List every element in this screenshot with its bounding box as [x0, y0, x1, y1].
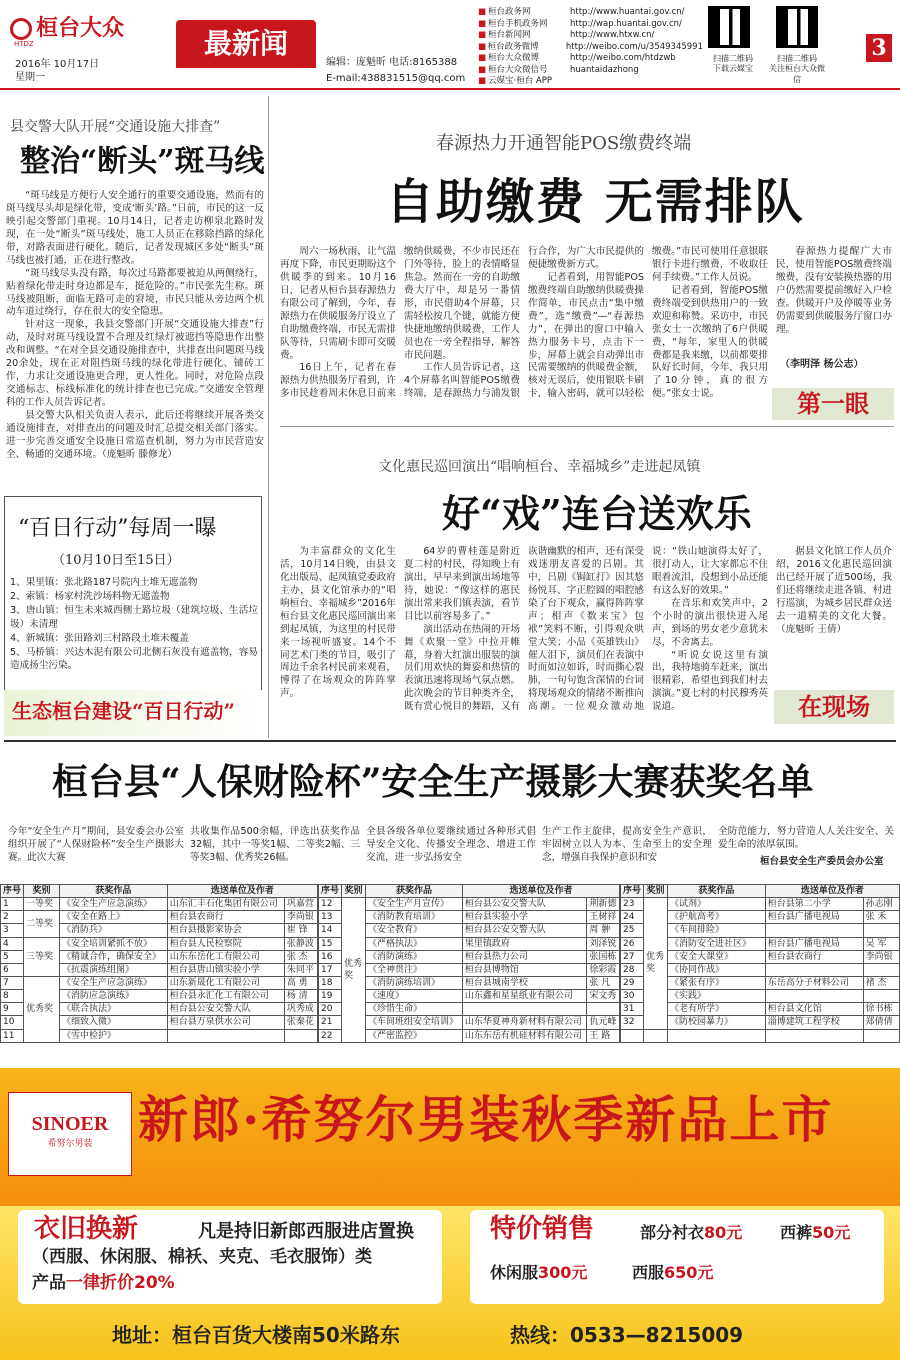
table-cell — [167, 1029, 284, 1042]
paragraph: “听说女说这里有演出，我特地骑车赶来，演出很精彩，希望也到我们村去演演。”夏七村的村民穆秀英说道。 — [652, 649, 768, 713]
table-cell: 桓台县博物馆 — [462, 963, 586, 976]
table-cell: 《护航高考》 — [668, 911, 766, 924]
table-cell: 6 — [1, 963, 24, 976]
table-cell: 优秀奖 — [342, 898, 366, 1043]
table-cell — [284, 1029, 317, 1042]
table-cell — [863, 990, 899, 1003]
pos-story-kicker: 春源热力开通智能POS缴费终端 — [436, 133, 692, 154]
table-cell: 《消防教育培训》 — [366, 911, 463, 924]
awards-table-part — [318, 884, 620, 1043]
table-cell: 《老有所学》 — [668, 1003, 766, 1016]
square-bullet-icon: ■ — [478, 30, 487, 40]
table-cell: 桓台县人民检察院 — [167, 937, 284, 950]
header-work: 获奖作品 — [60, 885, 168, 898]
table-cell: 《防校园暴力》 — [668, 1016, 766, 1029]
section-divider — [4, 740, 896, 742]
table-cell: 桓台县广播电视局 — [765, 937, 863, 950]
table-cell: 周 翀 — [587, 924, 620, 937]
sale-price-item: 休闲服300元 — [490, 1263, 588, 1282]
table-cell: 13 — [319, 911, 342, 924]
awards-intro-part: 全县各级各单位要继续通过各种形式倡导安全文化、传播安全理念、增进工作交流，进一步弘扬安全 — [366, 826, 536, 863]
page-number: 3 — [866, 34, 892, 62]
table-cell: 桓台县公安交警大队 — [462, 924, 586, 937]
pos-story-body — [280, 246, 892, 408]
table-cell: 桓台县实验小学 — [462, 911, 586, 924]
link-url[interactable]: http://wap.huantai.gov.cn/ — [570, 18, 682, 29]
ad-title: 新郎·希努尔男装秋季新品上市 — [138, 1090, 834, 1149]
paragraph: 64岁的曹桂莲是附近夏二村的村民，得知晚上有演出，早早来到演出场地等待，她说：“像这样的惠民演出常来我们镇表演，看节目比以前容易多了。” — [404, 546, 520, 622]
link-name: 桓台政务网 — [488, 7, 531, 17]
table-cell: 20 — [319, 1003, 342, 1016]
table-cell: 19 — [319, 990, 342, 1003]
link-name: 桓台大众微博 — [488, 53, 540, 63]
column-divider — [268, 96, 269, 738]
table-cell: 奖别 — [644, 885, 668, 898]
table-cell — [587, 1003, 620, 1016]
square-bullet-icon: ■ — [478, 53, 487, 63]
trade-in-discount: 产品一律折价20% — [32, 1273, 175, 1293]
table-cell: 山东鑫和星星纸业有限公司 — [462, 990, 586, 1003]
link-row[interactable] — [478, 30, 703, 42]
list-item: 4、新城镇：张田路刘三村路段土堆未覆盖 — [10, 632, 189, 644]
table-cell: 23 — [621, 898, 644, 911]
table-row — [1, 976, 318, 989]
table-cell: 张秦花 — [284, 1016, 317, 1029]
logo-text: 桓台大众 — [36, 15, 125, 41]
table-cell: 《严格执法》 — [366, 937, 463, 950]
table-cell: 《速度》 — [366, 990, 463, 1003]
table-cell: 巩秀成 — [284, 1003, 317, 1016]
table-cell: 张 杰 — [284, 950, 317, 963]
awards-intro-part: 全防范能力，努力营造人人关注安全、关爱生命的浓厚氛围。 — [718, 826, 894, 850]
table-cell: 二等奖 — [24, 911, 60, 937]
table-cell: 10 — [1, 1016, 24, 1029]
table-cell: 桓台县广播电视局 — [765, 911, 863, 924]
paragraph: 针对这一现象，我县交警部门开展“交通设施大排查”行动，及时对斑马线设置不合理及红绿灯被遮挡等隐患作出整改和调整。“在对全县交通设施排查中，共排查出问题斑马线20余处，现在正对阻挡斑马线的绿化带进行硬化、铺砖工作，力求让交通设施更合理，更人性化。同时，对危险点段交通标志、标线标准化的统计排查也已完成。”交通安全管理科的工作人员告诉记者。 — [6, 319, 264, 408]
table-row — [1, 911, 318, 924]
link-url[interactable]: http://www.htxw.cn/ — [570, 30, 655, 40]
link-row[interactable] — [478, 7, 703, 19]
link-row[interactable] — [478, 53, 703, 65]
table-cell: 《试剂》 — [668, 898, 766, 911]
sale-price-item: 西裤50元 — [780, 1223, 851, 1242]
table-cell: 山东东岳有机硅材料有限公司 — [462, 1029, 586, 1042]
table-cell: 《精诚合作，确保安全》 — [60, 950, 168, 963]
table-cell — [621, 1029, 644, 1042]
awards-intro-part: 今年“安全生产月”期间，县安委会办公室组织开展了“人保财险杯”安全生产摄影大赛。此次大赛 — [8, 826, 184, 863]
table-cell: 11 — [1, 1029, 24, 1042]
table-cell: 高 勇 — [284, 976, 317, 989]
awards-table — [0, 884, 900, 1043]
link-url[interactable]: http://weibo.com/u/3549345991 — [565, 41, 703, 52]
left-story-body — [6, 190, 264, 462]
table-cell: 山东东岳化工有限公司 — [167, 950, 284, 963]
table-cell: 巩嘉营 — [284, 898, 317, 911]
table-cell: 16 — [319, 950, 342, 963]
table-cell: 李尚银 — [284, 911, 317, 924]
trade-in-text: （西服、休闲服、棉袄、夹克、毛衣服饰）类 — [32, 1247, 372, 1267]
table-cell: 《消防演练培训》 — [366, 976, 463, 989]
table-cell: 《严密监控》 — [366, 1029, 463, 1042]
editor-email: E-mail:438831515@qq.com — [326, 73, 466, 84]
table-cell: 《紧张有序》 — [668, 976, 766, 989]
table-cell: 山东新晟化工有限公司 — [167, 976, 284, 989]
square-bullet-icon: ■ — [478, 18, 487, 29]
table-cell: 郑倩倩 — [863, 1016, 899, 1029]
table-cell: 荆新德 — [587, 898, 620, 911]
table-cell: 26 — [621, 937, 644, 950]
table-cell: 桓台县农商行 — [765, 950, 863, 963]
hundred-days-title: “百日行动”每周一曝 — [18, 516, 217, 541]
table-cell: 山东华夏神舟新材料有限公司 — [462, 1016, 586, 1029]
table-cell: 18 — [319, 976, 342, 989]
table-cell: 30 — [621, 990, 644, 1003]
table-cell: 张静波 — [284, 937, 317, 950]
qr-code-app-icon[interactable] — [708, 6, 750, 48]
table-cell: 获奖作品 — [366, 885, 463, 898]
table-cell: 获奖作品 — [668, 885, 766, 898]
qr1-caption: 扫描二维码 下载云媒宝 — [713, 54, 753, 74]
sale-heading: 特价销售 — [490, 1214, 595, 1244]
table-cell: 东岳高分子材料公司 — [765, 976, 863, 989]
table-cell: 徐书栋 — [863, 1003, 899, 1016]
link-url[interactable]: huantaidazhong — [570, 64, 639, 75]
trade-in-heading: 衣旧换新 — [34, 1214, 139, 1244]
paragraph: 记者看到，智能POS缴费终端受到供热用户的一致欢迎和称赞。采访中，市民张女士一次缴纳了6户供暖费，“每年，家里人的供暖费都是我来缴，以前都要排队好长时间，今年，我只用了10分钟，真的很方便。”张女士说。 — [652, 284, 768, 400]
table-cell: 王 路 — [587, 1029, 620, 1042]
link-name: 桓台手机政务网 — [488, 18, 548, 29]
table-cell: 9 — [1, 1003, 24, 1016]
table-cell: 12 — [319, 898, 342, 911]
hundred-days-list — [10, 576, 258, 673]
table-cell: 朱同平 — [284, 963, 317, 976]
pos-story-byline: （李明泽 杨公志） — [780, 359, 864, 370]
table-cell: 《实践》 — [668, 990, 766, 1003]
left-story-kicker: 县交警大队开展“交通设施大排查” — [10, 119, 221, 135]
link-row[interactable] — [478, 42, 703, 54]
table-cell: 王树祥 — [587, 911, 620, 924]
table-cell: 8 — [1, 990, 24, 1003]
table-cell: 17 — [319, 963, 342, 976]
paragraph: “斑马线尽头没有路，每次过马路都要被迫从两侧绕行，贴着绿化带走时身边都是车，挺危险的。”市民张先生称。斑马线被阻断，面临无路可走的窘境，市民只能从旁边两个机动车道过绕行，存在很大的安全隐患。 — [6, 267, 264, 318]
table-cell: 《安全在路上》 — [60, 911, 168, 924]
table-cell: 张 禾 — [863, 911, 899, 924]
table-cell: 桓台县第二小学 — [765, 898, 863, 911]
table-cell — [668, 1029, 766, 1042]
table-cell: 《安全大课堂》 — [668, 950, 766, 963]
table-cell — [863, 963, 899, 976]
editor-info: 编辑：庞魁昕 电话:8165388 — [326, 57, 458, 68]
table-cell: 21 — [319, 1016, 342, 1029]
table-cell: 15 — [319, 937, 342, 950]
paragraph: 工作人员告诉记者，这4个屏幕名叫智能POS缴费终端，是春源热力与浦发银行合作，为广大市民提供的便捷缴费新方式。 — [404, 246, 644, 400]
store-hotline[interactable]: 热线：0533—8215009 — [510, 1323, 744, 1347]
table-cell: 27 — [621, 950, 644, 963]
sale-price-item: 部分衬衣80元 — [640, 1223, 743, 1242]
table-cell: 序号 — [621, 885, 644, 898]
brand-name-cn: 希努尔男装 — [47, 1139, 93, 1149]
paragraph: 为丰富群众的文化生活，10月14日晚，由县文化出版局、起凤镇党委政府主办，县文化馆承办的“唱响桓台、幸福城乡”2016年桓台县文化惠民巡回演出来到起凤镇，为这里的村民带来一场视听盛宴。14个不同艺术门类的节目，吸引了周边千余名村民前来观看，博得了在场观众的阵阵掌声。 — [280, 546, 396, 700]
awards-intro-part: 生产工作主旋律，提高安全生产意识，牢固树立以人为本、生命至上的安全理念，增强自我保护意识和安 — [542, 826, 712, 863]
table-cell: 三等奖 — [24, 937, 60, 976]
table-cell — [765, 990, 863, 1003]
table-row — [319, 898, 620, 911]
header-prize: 奖别 — [24, 885, 60, 898]
awards-headline: 桓台县“人保财险杯”安全生产摄影大赛获奖名单 — [52, 761, 814, 803]
table-cell: 桓台县文化馆 — [765, 1003, 863, 1016]
table-cell: 褚 杰 — [863, 976, 899, 989]
list-item: 5、马桥镇：兴达木泥有限公司北侧石灰没有遮盖物，容易造成扬尘污染。 — [10, 646, 258, 672]
issue-date: 2016年 10月17日 — [15, 59, 100, 70]
header-no: 序号 — [1, 885, 24, 898]
awards-intro-part: 共收集作品500余幅，评选出获奖作品32幅，其中一等奖1幅、二等奖2幅、三等奖3幅、优秀奖26幅。 — [190, 826, 360, 863]
link-name: 桓台政务微博 — [487, 41, 539, 52]
table-cell: 桓台县城南学校 — [462, 976, 586, 989]
show-story-kicker: 文化惠民巡回演出“唱响桓台、幸福城乡”走进起凤镇 — [378, 459, 701, 475]
logo-mark-icon — [10, 18, 32, 40]
table-cell: 《抗震演练组图》 — [60, 963, 168, 976]
table-cell: 7 — [1, 976, 24, 989]
table-cell: 《消防安全进社区》 — [668, 937, 766, 950]
square-bullet-icon: ■ — [478, 64, 487, 75]
link-name: 桓台大众微信号 — [488, 64, 548, 75]
table-cell: 《车间排险》 — [668, 924, 766, 937]
table-cell: 桓台县公安交警大队 — [462, 898, 586, 911]
brand-name: SINOER — [31, 1113, 109, 1135]
left-story-headline: 整治“断头”斑马线 — [20, 144, 265, 179]
paragraph: 县交警大队相关负责人表示，此后还将继续开展各类交通设施排查，对排查出的问题及时汇总提交相关部门落实。进一步完善交通安全设施日常巡查机制，努力为市民营造安全、畅通的交通环境。（庞魁昕 滕修龙） — [6, 409, 264, 460]
table-cell: 选送单位及作者 — [462, 885, 619, 898]
table-cell: 《联合执法》 — [60, 1003, 168, 1016]
awards-signoff: 桓台县安全生产委员会办公室 — [760, 856, 884, 867]
pos-story-tag: 第一眼 — [772, 388, 894, 420]
table-cell: 优秀奖 — [24, 976, 60, 1042]
store-address: 地址：桓台百货大楼南50米路东 — [112, 1323, 400, 1347]
table-cell: 桓台县永汇化工有限公司 — [167, 990, 284, 1003]
paragraph: 在音乐和欢笑声中，2个小时的演出很快进入尾声，到场的男女老少意犹未尽，不舍离去。 — [652, 597, 768, 648]
table-cell: 《安全培训紧抓不放》 — [60, 937, 168, 950]
table-cell: 3 — [1, 924, 24, 937]
table-cell: 14 — [319, 924, 342, 937]
paragraph: 演出活动在热闹的开场舞《欢聚一堂》中拉开帷幕，身着大红演出服装的演员们用欢快的舞姿和热情的表演迅速将现场气氛点燃。此次晚会的节目种类齐全，既有赏心悦目的舞蹈，又有诙谐幽默的相声，还有深受戏迷朋友喜爱的吕剧。其中，吕剧《锔缸打》因其悠扬悦耳、字正腔圆的唱腔感染了台下观众，赢得阵阵掌声；相声《数来宝》包袱”笑料不断，引得观众哄堂大笑；小品《英雄铁山》催人泪下，演员们在表演中时而如泣如诉，时而撕心裂肺，一句句饱含深情的台词将现场观众的情绪不断推向高潮。一位观众激动地说：“铁山她演得太好了，很打动人，让大家都忘不住眼着流泪，没想到小品还能有这么好的效果。” — [404, 546, 768, 713]
sale-price-item: 西服650元 — [632, 1263, 714, 1282]
table-cell: 山东汇丰石化集团有限公司 — [167, 898, 284, 911]
list-item: 1、果里镇：张北路187号院内土堆无遮盖物 — [10, 577, 198, 588]
table-cell: 29 — [621, 976, 644, 989]
table-cell — [765, 1029, 863, 1042]
table-cell: 《安全生产应急演练》 — [60, 976, 168, 989]
table-cell: 选送单位及作者 — [765, 885, 899, 898]
table-cell — [863, 1029, 899, 1042]
table-row — [1, 898, 318, 911]
table-cell: 5 — [1, 950, 24, 963]
link-url[interactable]: http://weibo.com/htdzwb — [570, 53, 676, 63]
table-row — [1, 937, 318, 950]
table-cell: 仇元峰 — [587, 1016, 620, 1029]
table-cell: 徐彩霞 — [587, 963, 620, 976]
table-cell: 李尚银 — [863, 950, 899, 963]
paragraph: “斑马线是方便行人安全通行的重要交通设施，然而有的斑马线尽头却是绿化带，变成‘断头’路。”日前，市民的这一反映引起交警部门重视。10月14日，记者走访柳泉北路时发现，在一处“断头”斑马线处，施工人员正在移除挡路的绿化带，对路表面进行硬化。随后，记者发现城区多处“断头”斑马线也被打通，正在进行整改。 — [6, 190, 264, 266]
qr2-caption: 扫描二维码 关注桓台大众微信 — [769, 54, 825, 84]
link-row[interactable] — [478, 76, 703, 88]
table-cell: 《车间班组安全培训》 — [366, 1016, 463, 1029]
table-cell: 4 — [1, 937, 24, 950]
table-cell: 《全神贯注》 — [366, 963, 463, 976]
table-cell: 《安全教育》 — [366, 924, 463, 937]
table-cell: 桓台县万泉供水公司 — [167, 1016, 284, 1029]
table-cell: 一等奖 — [24, 898, 60, 911]
paragraph: 春源热力提醒广大市民，使用智能POS缴费终端缴费，没有安装换热器的用户仍然需要提前缴好入户检查。供暖开户及停暖等业务仍需要到供暖服务厅窗口办理。 — [776, 246, 892, 335]
table-cell — [765, 963, 863, 976]
square-bullet-icon: ■ — [478, 41, 487, 52]
table-cell: 《安全生产月宣传》 — [366, 898, 463, 911]
logo-subtext: HTDZ — [14, 40, 34, 48]
table-cell: 《雪中检护》 — [60, 1029, 168, 1042]
table-cell: 杨 清 — [284, 990, 317, 1003]
table-cell: 张 凡 — [587, 976, 620, 989]
website-links — [478, 7, 703, 88]
table-cell: 《珍惜生命》 — [366, 1003, 463, 1016]
table-cell: 桓台县公安交警大队 — [167, 1003, 284, 1016]
paragraph: 记者看到，用智能POS缴费终端自助缴纳供暖费操作简单，市民点击“集中缴费”，选“缴费”—“春源热力”，在弹出的窗口中输入热力服务卡号，点击下一步，屏幕上就会自动弹出市民需要缴纳的供暖费金额，核对无误后，使用银联卡刷卡，输入密码，就可以轻松缴费。”市民可使用任意银联银行卡进行缴费，不收取任何手续费。”工作人员说。 — [528, 246, 768, 400]
table-cell: 《细致入微》 — [60, 1016, 168, 1029]
table-cell: 22 — [319, 1029, 342, 1042]
link-row[interactable] — [478, 65, 703, 77]
table-cell: 2 — [1, 911, 24, 924]
link-name: 桓台新闻网 — [488, 30, 531, 40]
table-cell: 桓台县唐山镇实验小学 — [167, 963, 284, 976]
issue-weekday: 星期一 — [15, 72, 45, 83]
table-cell: 优秀奖 — [644, 898, 668, 1029]
table-cell: 孙志刚 — [863, 898, 899, 911]
paragraph: 16日上午，记者在春源热力供热服务厅看到，许多市民趁着周末休息日前来缴纳供暖费，不少市民还在门外等待，脸上的表情略显焦急。然而在一旁的自助缴费大厅中，却是另一番情形，市民借助4个屏幕，只需轻松按几个键，就能方便快捷地缴纳供暖费，工作人员也在一旁全程指导，解答市民问题。 — [280, 246, 520, 400]
table-cell: 32 — [621, 1016, 644, 1029]
table-cell: 《安全生产应急演练》 — [60, 898, 168, 911]
paragraph: 周六一场秋雨，让气温再度下降，市民更期盼这个供暖季的到来。10月16日，记者从桓台县春源热力有限公司了解到，今年，春源热力在供暖服务厅设立了自助缴费终端，市民无需排队等待，只需刷卡即可交暖费。 — [280, 246, 396, 361]
square-bullet-icon: ■ — [478, 76, 487, 86]
list-item: 2、索镇：杨家村洗沙场料物无遮盖物 — [10, 590, 170, 602]
table-cell: 奖别 — [342, 885, 366, 898]
table-cell — [462, 1003, 586, 1016]
list-item: 3、唐山镇：恒生未来城西侧土路垃圾（建筑垃圾、生活垃圾）未清理 — [10, 604, 258, 630]
table-cell: 崔 锋 — [284, 924, 317, 937]
section-title: 最新闻 — [176, 20, 316, 68]
section-divider — [280, 426, 894, 427]
table-cell: 24 — [621, 911, 644, 924]
link-name: 云媒宝·桓台 APP — [488, 76, 552, 86]
table-cell — [644, 1029, 668, 1042]
link-row[interactable] — [478, 19, 703, 31]
table-cell: 桓台县农商行 — [167, 911, 284, 924]
table-cell: 31 — [621, 1003, 644, 1016]
table-cell: 果里镇政府 — [462, 937, 586, 950]
table-cell: 《消防应急演练》 — [60, 990, 168, 1003]
table-row — [621, 898, 900, 911]
table-cell: 淄博建筑工程学校 — [765, 1016, 863, 1029]
show-story-tag: 在现场 — [774, 690, 894, 724]
square-bullet-icon: ■ — [478, 7, 487, 17]
header-unit: 选送单位及作者 — [167, 885, 317, 898]
paragraph: 据县文化馆工作人员介绍，2016文化惠民巡回演出已经开展了近500场，我们还将继续走进各镇、村进行巡演，为城乡居民群众送去一道精美的文化大餐。（庞魁昕 王倩） — [776, 546, 892, 635]
table-cell: 桓台县摄影家协会 — [167, 924, 284, 937]
table-cell: 《协同作战》 — [668, 963, 766, 976]
hundred-days-banner-text: 生态桓台建设“百日行动” — [12, 699, 236, 723]
qr-code-wechat-icon[interactable] — [776, 6, 818, 48]
table-cell: 《消防兵》 — [60, 924, 168, 937]
table-cell: 吴 军 — [863, 937, 899, 950]
link-url[interactable]: http://www.huantai.gov.cn/ — [570, 7, 685, 17]
awards-table-part — [620, 884, 900, 1043]
table-cell — [863, 924, 899, 937]
pos-story-headline: 自助缴费 无需排队 — [386, 174, 805, 230]
table-cell: 桓台县热力公司 — [462, 950, 586, 963]
table-cell: 序号 — [319, 885, 342, 898]
table-cell: 28 — [621, 963, 644, 976]
table-cell: 刘泽锐 — [587, 937, 620, 950]
table-cell: 张国栋 — [587, 950, 620, 963]
trade-in-text: 凡是持旧新郎西服进店置换 — [198, 1221, 414, 1242]
table-cell: 宋文秀 — [587, 990, 620, 1003]
hundred-days-subtitle: （10月10日至15日） — [52, 553, 180, 568]
table-cell: 1 — [1, 898, 24, 911]
awards-table-part — [0, 884, 318, 1043]
table-cell: 25 — [621, 924, 644, 937]
table-cell — [765, 924, 863, 937]
table-cell: 《消防演练》 — [366, 950, 463, 963]
show-story-headline: 好“戏”连台送欢乐 — [442, 491, 752, 536]
brand-logo — [8, 1092, 132, 1176]
